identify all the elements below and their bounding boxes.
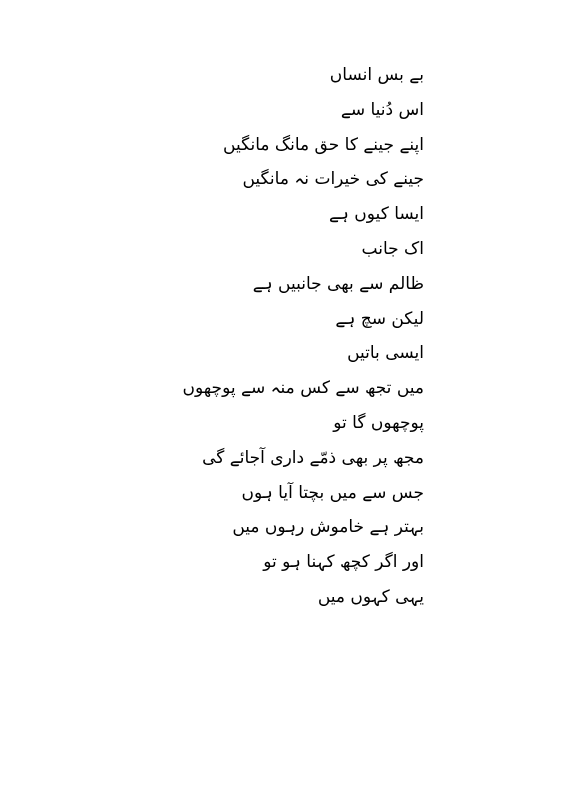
poem-line: اک جانب (361, 238, 424, 259)
poem-line: اور اگر کچھ کہنا ہو تو (263, 552, 424, 573)
poem-line: جس سے میں بچتا آیا ہوں (241, 482, 424, 503)
poem-line: ایسی باتیں (347, 343, 424, 364)
poem-line: میں تجھ سے کس منہ سے پوچھوں (182, 378, 424, 399)
poem-line: ایسا کیوں ہے (328, 204, 424, 225)
poem (104, 58, 424, 615)
poem-line: جینے کی خیرات نہ مانگیں (242, 169, 424, 190)
poem-line: بہتر ہے خاموش رہوں میں (232, 517, 424, 538)
poem-line: اپنے جینے کا حق مانگ مانگیں (223, 134, 424, 155)
poem-line: بے بس انساں (329, 65, 424, 85)
poem-line: اس دُنیا سے (340, 99, 424, 120)
poem-line: پوچھوں گا تو (333, 412, 424, 433)
poem-line: ظالم سے بھی جانبیں ہے (252, 273, 424, 294)
poem-line: یہی کہوں میں (317, 586, 424, 607)
poem-line: مجھ پر بھی ذمّے داری آجائے گی (202, 447, 424, 468)
poem-line: لیکن سچ ہے (335, 308, 424, 329)
